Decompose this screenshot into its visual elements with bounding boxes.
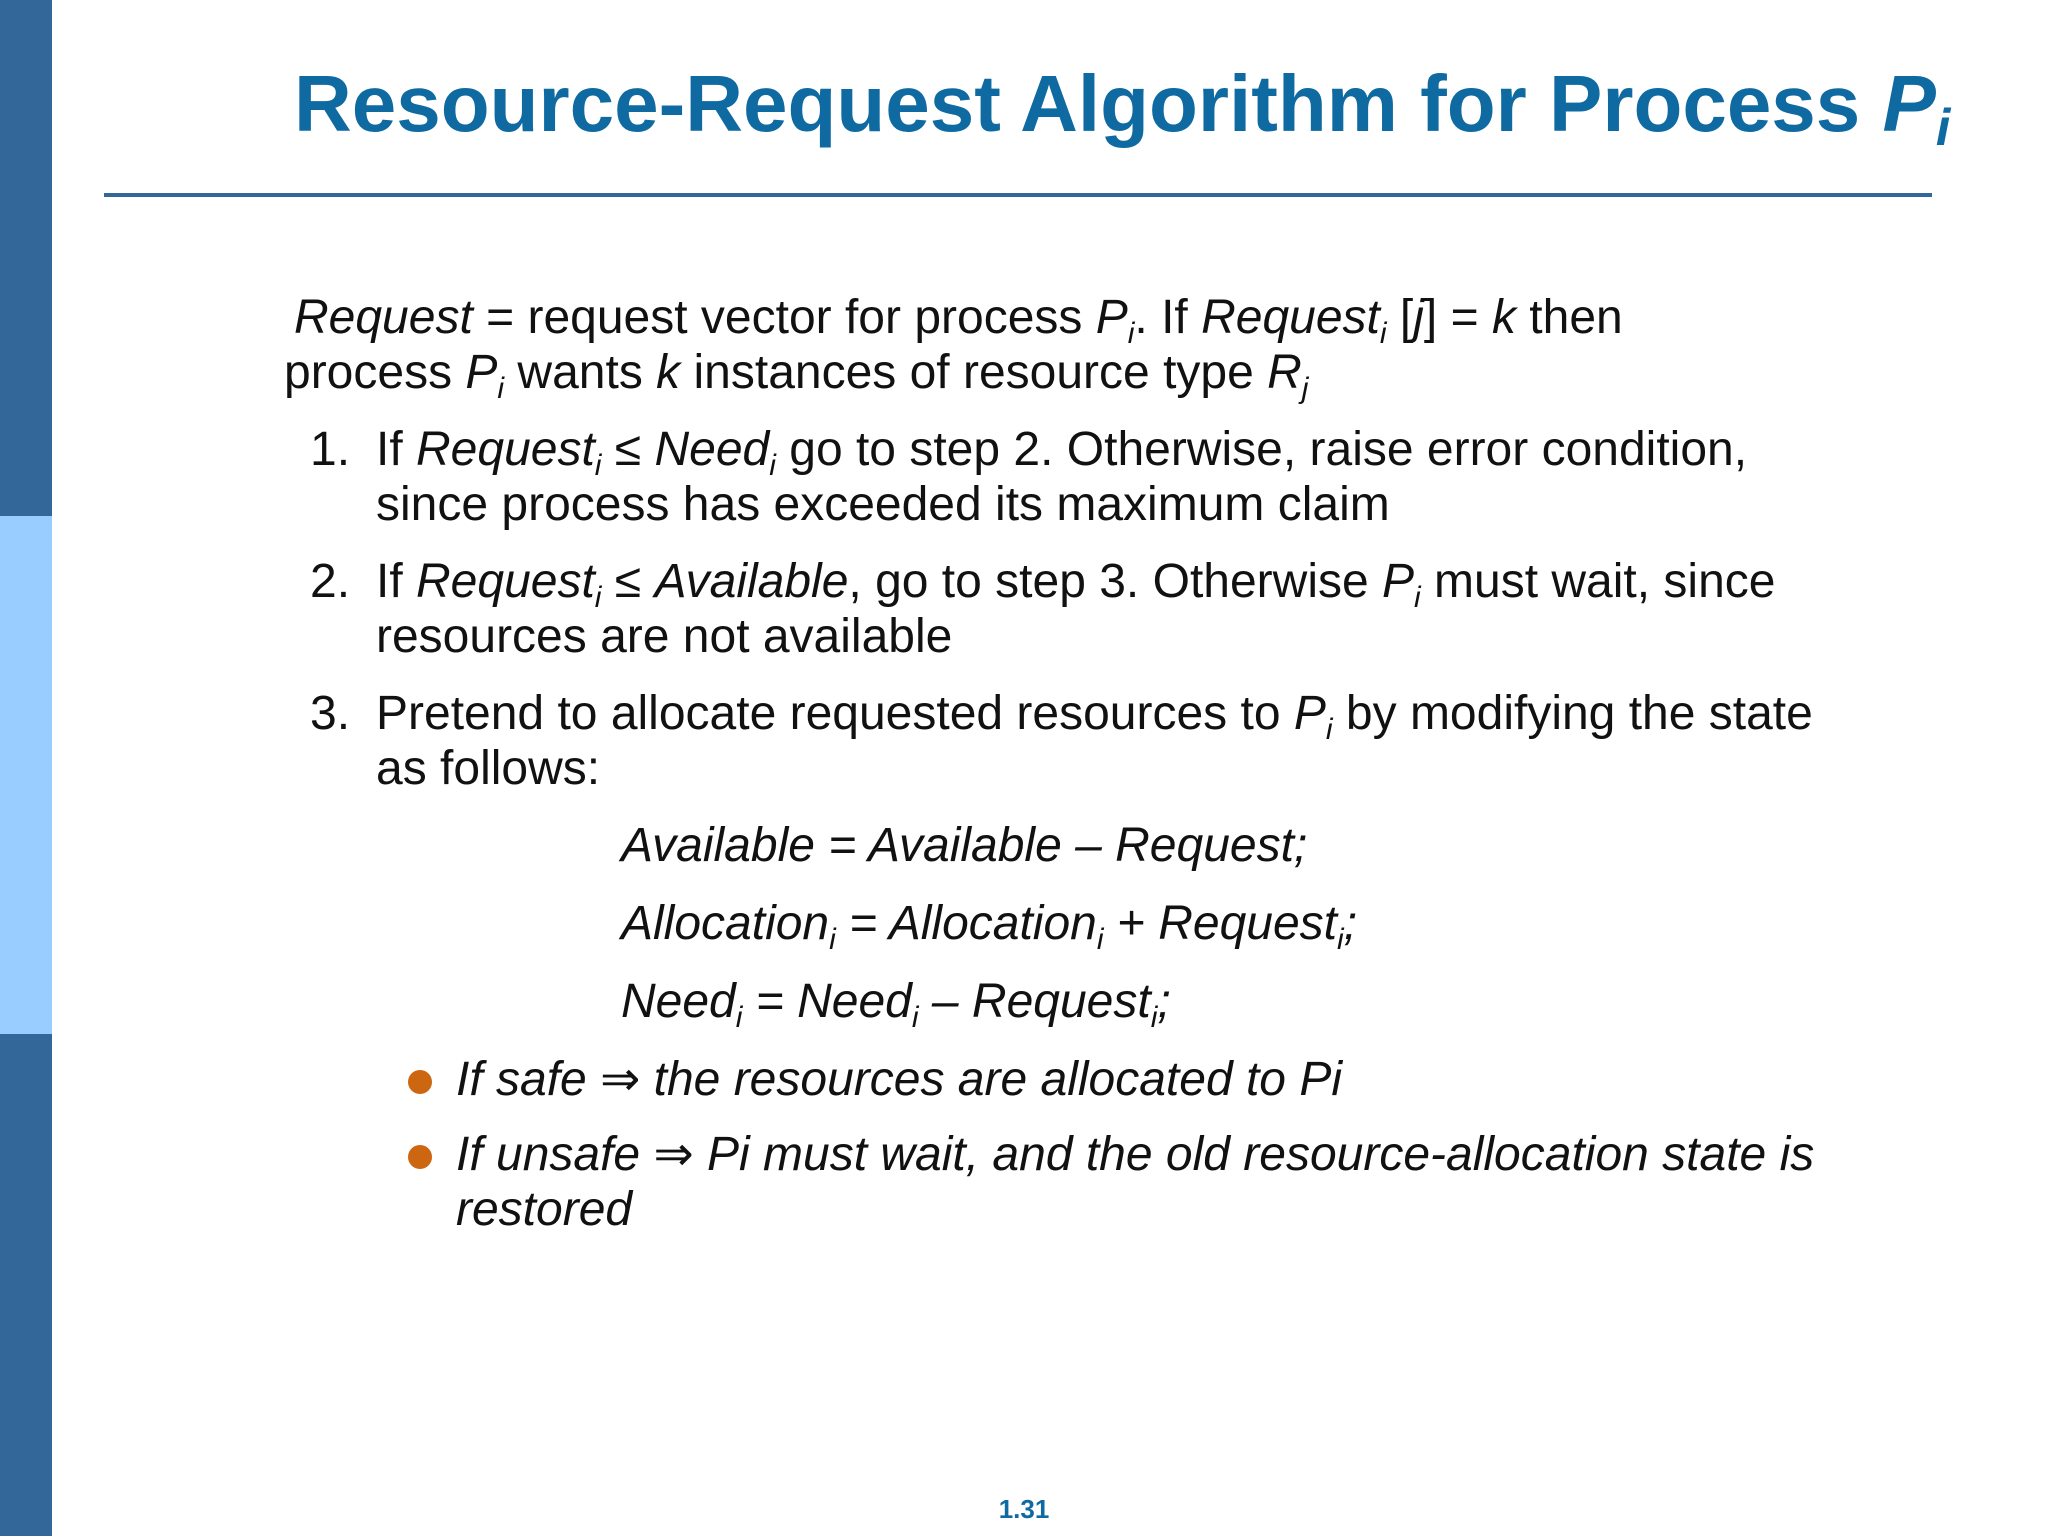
- equations-block: [621, 818, 1844, 1034]
- intro-sub: i: [497, 372, 505, 405]
- equation-available: [621, 818, 1844, 873]
- intro-text: process: [284, 346, 466, 399]
- step-text: ≤: [601, 423, 655, 476]
- intro-term: Request: [1201, 291, 1380, 344]
- equation-text: ;: [1343, 897, 1358, 950]
- equation-sub: i: [1096, 923, 1104, 956]
- bullet-text: If safe: [456, 1053, 601, 1106]
- equation-text: Available = Available – Request;: [621, 819, 1308, 872]
- step-text: go to step 2. Otherwise, raise error condition, since process has exceeded its maximum claim: [376, 423, 1748, 531]
- intro-term: j: [1413, 291, 1424, 344]
- title-text: Resource-Request Algorithm for Process: [294, 59, 1883, 148]
- equation-sub: i: [1150, 1001, 1158, 1034]
- intro-term: k: [1491, 291, 1516, 344]
- intro-paragraph: [284, 290, 1844, 405]
- step-1: [284, 422, 1844, 532]
- equation-allocation: [621, 896, 1844, 956]
- bullet-dot: [408, 1070, 432, 1094]
- equation-sub: i: [735, 1001, 743, 1034]
- title-var: P: [1882, 59, 1936, 148]
- equation-need: [621, 974, 1844, 1034]
- sidebar-band-top: [0, 0, 52, 516]
- bullet-unsafe: [284, 1127, 1844, 1237]
- step-term: Need: [654, 423, 770, 476]
- equation-sub: i: [911, 1001, 919, 1034]
- step-term: Request: [416, 555, 595, 608]
- intro-term: R: [1267, 346, 1302, 399]
- intro-sub: j: [1301, 372, 1309, 405]
- step-sub: i: [1414, 581, 1421, 614]
- intro-text: ] =: [1423, 291, 1492, 344]
- bullet-text: Pi must wait, and the old resource-allocation state is restored: [456, 1128, 1815, 1236]
- bullet-safe: [284, 1052, 1844, 1107]
- step-text: Pretend to allocate requested resources to: [376, 687, 1294, 740]
- equation-text: = Allocation: [835, 897, 1097, 950]
- intro-sub: i: [1379, 317, 1387, 350]
- intro-text: [: [1386, 291, 1414, 344]
- intro-text: wants: [504, 346, 657, 399]
- step-term: P: [1293, 687, 1326, 740]
- title-rule: [104, 193, 1932, 197]
- step-text: If: [376, 423, 417, 476]
- intro-term: Request: [294, 291, 473, 344]
- intro-text: = request vector for process: [472, 291, 1096, 344]
- step-number: 1.: [310, 423, 351, 476]
- intro-sub: i: [1127, 317, 1135, 350]
- step-sub: i: [594, 581, 602, 614]
- step-2: [284, 554, 1844, 664]
- equation-text: + Request: [1103, 897, 1337, 950]
- implies-arrow: ⇒: [600, 1053, 641, 1106]
- equation-text: = Need: [742, 975, 912, 1028]
- bullet-text: the resources are allocated to Pi: [640, 1053, 1343, 1106]
- step-text: If: [376, 555, 417, 608]
- step-sub: i: [1325, 713, 1333, 746]
- equation-text: ;: [1157, 975, 1171, 1028]
- sidebar-band-bottom: [0, 1034, 52, 1536]
- slide-content: [284, 290, 1844, 1257]
- step-term: P: [1382, 555, 1415, 608]
- step-3: [284, 686, 1844, 796]
- step-text: must wait, since resources are not available: [376, 555, 1776, 663]
- step-text: by modifying the state as follows:: [376, 687, 1813, 795]
- step-text: ≤: [601, 555, 655, 608]
- sidebar-band-middle: [0, 516, 52, 1034]
- intro-term: P: [1095, 291, 1128, 344]
- bullet-text: If unsafe: [456, 1128, 654, 1181]
- step-text: , go to step 3. Otherwise: [848, 555, 1383, 608]
- slide-title: [294, 59, 1951, 157]
- equation-text: Need: [621, 975, 736, 1028]
- equation-text: Allocation: [621, 897, 830, 950]
- equation-sub: i: [829, 923, 836, 956]
- step-term: Available: [654, 555, 849, 608]
- intro-text: . If: [1134, 291, 1202, 344]
- step-sub: i: [769, 449, 776, 482]
- intro-text: then: [1515, 291, 1623, 344]
- intro-term: k: [656, 346, 681, 399]
- step-number: 2.: [310, 555, 351, 608]
- implies-arrow: ⇒: [653, 1128, 694, 1181]
- step-term: Request: [416, 423, 595, 476]
- title-sub: i: [1935, 99, 1951, 157]
- equation-text: – Request: [918, 975, 1151, 1028]
- page-number: 1.31: [998, 1494, 1050, 1524]
- step-number: 3.: [310, 687, 351, 740]
- step-sub: i: [594, 449, 602, 482]
- bullet-dot: [408, 1145, 432, 1169]
- equation-sub: i: [1337, 923, 1344, 956]
- intro-text: instances of resource type: [680, 346, 1268, 399]
- intro-term: P: [465, 346, 498, 399]
